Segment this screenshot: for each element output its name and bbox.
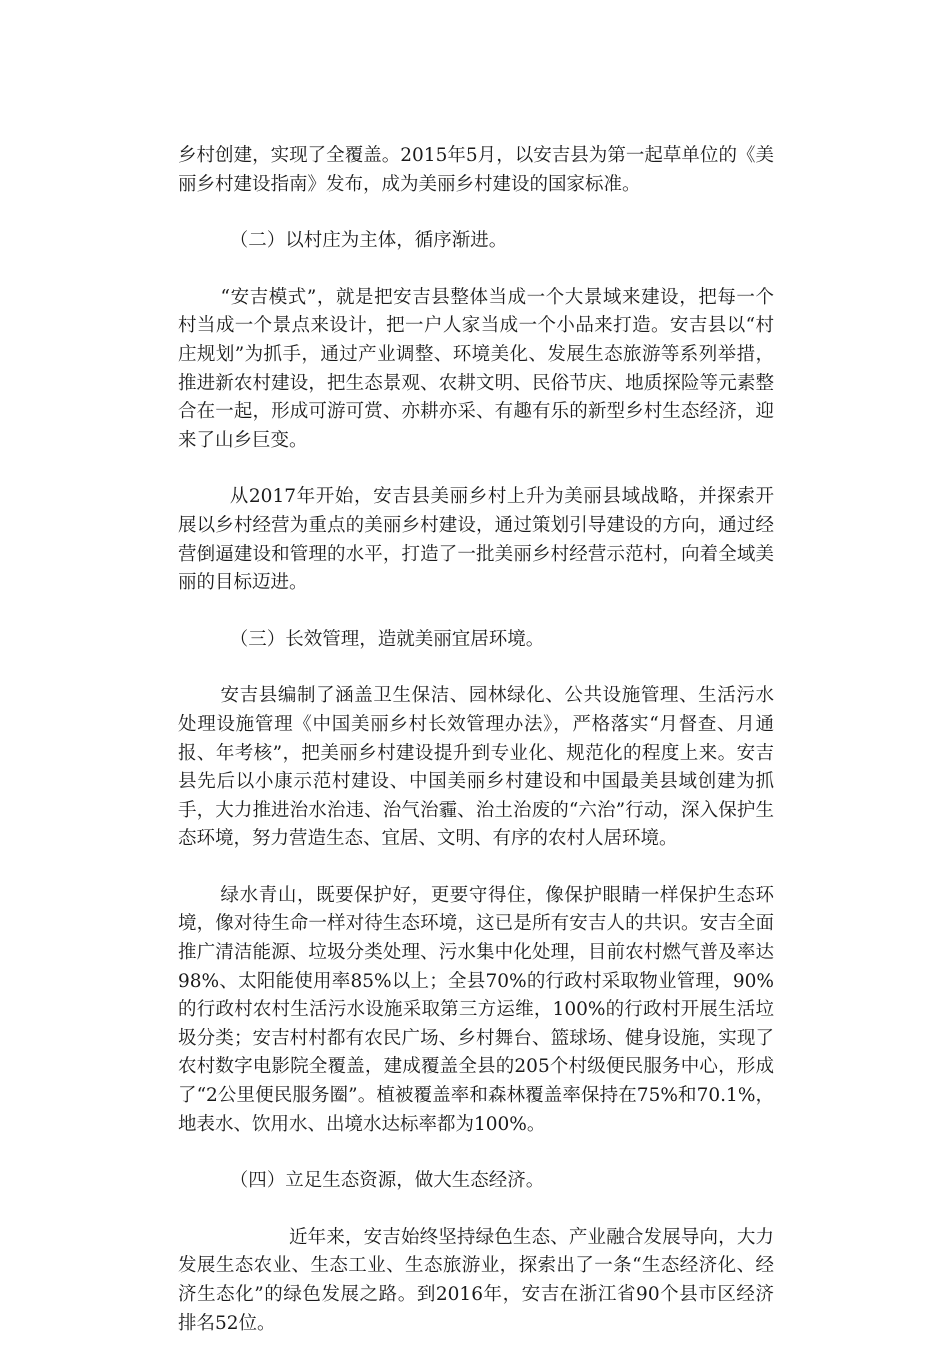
section-heading-2: （二）以村庄为主体，循序渐进。 [229, 230, 508, 252]
paragraph-anji-model: “安吉模式”，就是把安吉县整体当成一个大景域来建设，把每一个村当成一个景点来设计，把一户人家当成一个小品来打造。安吉县以“村庄规划”为抓手，通过产业调整、环境美化、发展生态旅游等系列举措，推进新农村建设，把生态景观、农耕文明、民俗节庆、地质探险等元素整合在一起，形成可游可赏、亦耕亦采、有趣有乐的新型乡村生态经济，迎来了山乡巨变。 [178, 286, 774, 451]
section-heading-4: （四）立足生态资源，做大生态经济。 [229, 1170, 545, 1192]
section-heading-3: （三）长效管理，造就美丽宜居环境。 [229, 628, 545, 650]
paragraph-long-term-management: 安吉县编制了涵盖卫生保洁、园林绿化、公共设施管理、生活污水处理设施管理《中国美丽乡村长效管理办法》，严格落实“月督查、月通报、年考核”，把美丽乡村建设提升到专业化、规范化的程度上来。安吉县先后以小康示范村建设、中国美丽乡村建设和中国最美县域创建为抓手，大力推进治水治违、治气治霾、治土治废的“六治”行动，深入保护生态环境，努力营造生态、宜居、文明、有序的农村人居环境。 [178, 685, 774, 850]
document-page [178, 142, 774, 1366]
paragraph-since-2017: 从2017年开始，安吉县美丽乡村上升为美丽县域战略，并探索开展以乡村经营为重点的美丽乡村建设，通过策划引导建设的方向，通过经营倒逼建设和管理的水平，打造了一批美丽乡村经营示范村，向着全域美丽的目标迈进。 [178, 486, 774, 594]
paragraph-recent-years: 近年来，安吉始终坚持绿色生态、产业融合发展导向，大力发展生态农业、生态工业、生态旅游业，探索出了一条“生态经济化、经济生态化”的绿色发展之路。到2016年，安吉在浙江省90个县市区经济排名52位。 [178, 1226, 774, 1334]
paragraph-intro: 乡村创建，实现了全覆盖。2015年5月，以安吉县为第一起草单位的《美丽乡村建设指南》发布，成为美丽乡村建设的国家标准。 [178, 145, 774, 195]
paragraph-green-mountains: 绿水青山，既要保护好，更要守得住，像保护眼睛一样保护生态环境，像对待生命一样对待生态环境，这已是所有安吉人的共识。安吉全面推广清洁能源、垃圾分类处理、污水集中化处理，目前农村燃气普及率达98%、太阳能使用率85%以上；全县70%的行政村采取物业管理，90%的行政村农村生活污水设施采取第三方运维，100%的行政村开展生活垃圾分类；安吉村村都有农民广场、乡村舞台、篮球场、健身设施，实现了农村数字电影院全覆盖，建成覆盖全县的205个村级便民服务中心，形成了“2公里便民服务圈”。植被覆盖率和森林覆盖率保持在75%和70.1%，地表水、饮用水、出境水达标率都为100%。 [178, 884, 774, 1135]
